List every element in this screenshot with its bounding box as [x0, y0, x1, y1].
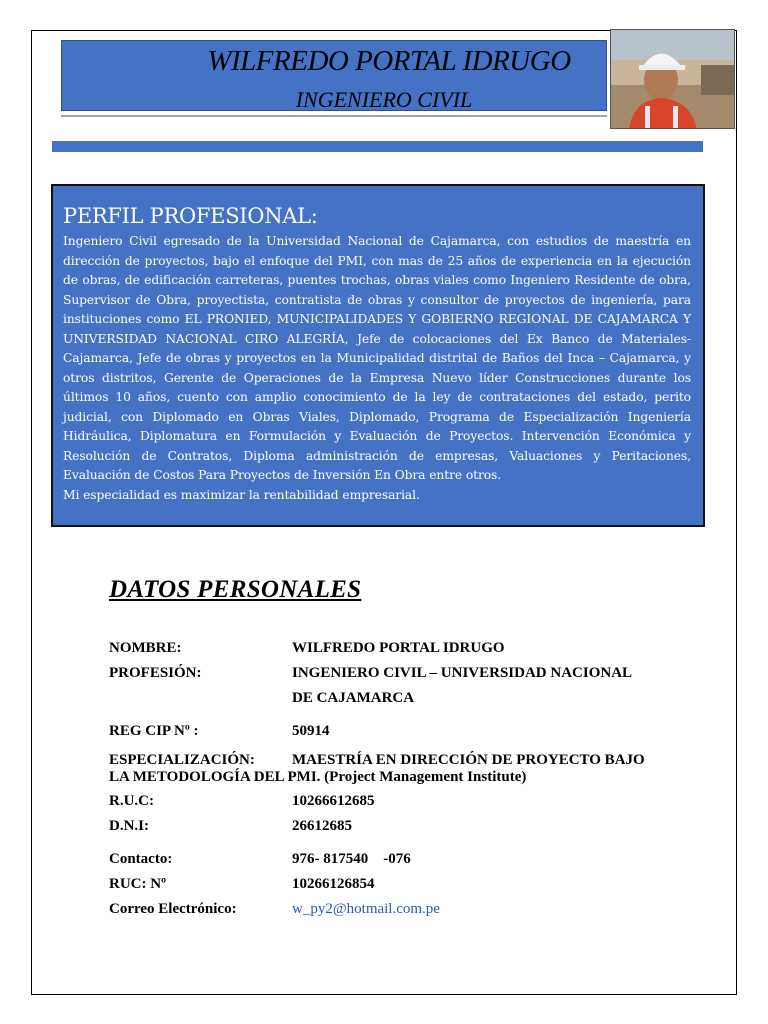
regcip-label: REG CIP Nº : [109, 723, 199, 739]
profile-closing: Mi especialidad es maximizar la rentabilidad empresarial. [63, 487, 420, 502]
candidate-title: INGENIERO CIVIL [295, 87, 473, 112]
profesion-value-cont: DE CAJAMARCA [292, 690, 415, 706]
ruc2-value: 10266126854 [292, 876, 375, 892]
regcip-value: 50914 [292, 723, 330, 739]
candidate-name: WILFREDO PORTAL IDRUGO [207, 45, 571, 77]
especializacion-value: MAESTRÍA EN DIRECCIÓN DE PROYECTO BAJO [292, 752, 645, 768]
dni-value: 26612685 [292, 818, 352, 834]
contacto-value: 976- 817540 -076 [292, 851, 411, 867]
personal-data-heading: DATOS PERSONALES [109, 576, 362, 603]
header-underline [61, 115, 607, 117]
especializacion-label: ESPECIALIZACIÓN: [109, 752, 255, 768]
accent-bar [52, 141, 703, 152]
person-photo-icon [610, 29, 735, 129]
dni-label: D.N.I: [109, 818, 149, 834]
profesion-value: INGENIERO CIVIL – UNIVERSIDAD NACIONAL [292, 665, 633, 681]
nombre-value: WILFREDO PORTAL IDRUGO [292, 640, 505, 656]
profesion-label: PROFESIÓN: [109, 665, 202, 681]
correo-label: Correo Electrónico: [109, 901, 237, 917]
email-link[interactable]: w_py2@hotmail.com.pe [292, 901, 440, 917]
especializacion-value-cont: LA METODOLOGÍA DEL PMI. (Project Management Institute) [109, 769, 527, 785]
ruc-label: R.U.C: [109, 793, 154, 809]
profile-box [51, 184, 705, 527]
ruc-value: 10266612685 [292, 793, 375, 809]
nombre-label: NOMBRE: [109, 640, 182, 656]
profile-heading: PERFIL PROFESIONAL: [63, 204, 318, 228]
contacto-label: Contacto: [109, 851, 173, 867]
profile-body: Ingeniero Civil egresado de la Universidad Nacional de Cajamarca, con estudios de maestría en dirección de proyectos, bajo el enfoque del PMI, con mas de 25 años de experiencia en la ejecución de obras, de edificación carreteras, puentes trochas, obras viales como Ingeniero Residente de obra, Supervisor de Obra, proyectista, contratista de obras y consultor de proyectos de ingeniería, para instituciones como EL PRONIED, MUNICIPALIDADES Y GOBIERNO REGIONAL DE CAJAMARCA Y UNIVERSIDAD NACIONAL CIRO ALEGRÍA, Jefe de colocaciones del Ex Banco de Materiales- Cajamarca, Jefe de obras y proyectos en la Municipalidad distrital de Baños del Inca – Cajamarca, y otros distritos, Gerente de Operaciones de la Empresa Nuevo líder Construcciones durante los últimos 10 años, cuento con amplio conocimiento de la ley de contrataciones del estado, perito judicial, con Diplomado en Obras Viales, Diplomado, Programa de Especialización Ingeniería Hidráulica, Diplomatura en Formulación y Evaluación de Proyectos. Intervención Económica y Resolución de Contratos, Diploma administración de empresas, Valuaciones y Peritaciones, Evaluación de Costos Para Proyectos de Inversión En Obra entre otros. [63, 234, 691, 482]
ruc2-label: RUC: Nº [109, 876, 167, 892]
